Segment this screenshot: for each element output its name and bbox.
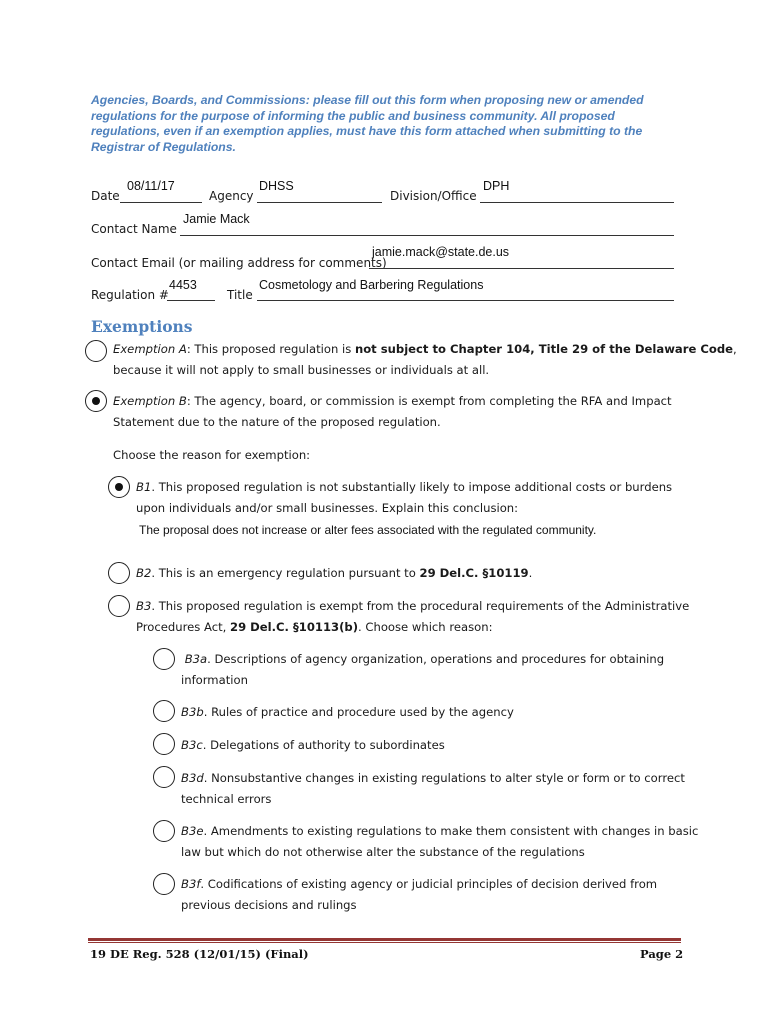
contact-name-field[interactable]: Jamie Mack	[183, 212, 250, 226]
b1-text: B1. This proposed regulation is not substantially likely to impose additional costs or burdens upon individuals and/or small businesses. Explain this conclusion:	[136, 480, 673, 515]
b3-bold: 29 Del.C. §10113(b)	[230, 619, 359, 634]
b3d-radio[interactable]	[153, 766, 175, 788]
footer-citation: 19 DE Reg. 528 (12/01/15) (Final)	[90, 947, 309, 961]
page-number: Page 2	[640, 947, 684, 961]
exemption-b-label: Exemption B	[113, 394, 187, 408]
b3-label: B3	[136, 599, 152, 613]
exemption-a-label: Exemption A	[113, 342, 187, 356]
regulation-label: Regulation #	[91, 288, 169, 302]
b2-radio[interactable]	[108, 562, 130, 584]
date-line	[120, 202, 202, 203]
contact-name-label: Contact Name	[91, 222, 177, 236]
b3a-label: B3a	[184, 652, 208, 666]
b3f-label: B3f	[181, 877, 201, 891]
exemption-b-radio[interactable]	[85, 390, 107, 412]
exemption-a-text: Exemption A: This proposed regulation is not subject to Chapter 104, Title 29 of the Delaware Code, because it will not apply to small businesses or individuals at all.	[113, 342, 737, 377]
b3b-radio[interactable]	[153, 700, 175, 722]
division-line	[480, 202, 674, 203]
date-field[interactable]: 08/11/17	[127, 179, 175, 193]
b3c-radio[interactable]	[153, 733, 175, 755]
division-field[interactable]: DPH	[483, 179, 510, 193]
b3e-radio[interactable]	[153, 820, 175, 842]
b3a-text: B3a. Descriptions of agency organization, operations and procedures for obtaining information	[181, 652, 665, 687]
regulation-line	[167, 300, 215, 301]
b1-radio[interactable]	[108, 476, 130, 498]
contact-email-line	[369, 268, 674, 269]
b2-label: B2	[136, 566, 152, 580]
regulation-field[interactable]: 4453	[169, 278, 197, 292]
b3f-radio[interactable]	[153, 873, 175, 895]
b2-bold: 29 Del.C. §10119	[419, 566, 529, 580]
b3a-radio[interactable]	[153, 648, 175, 670]
date-label: Date	[91, 189, 120, 203]
contact-email-field[interactable]: jamie.mack@state.de.us	[372, 245, 510, 259]
b3c-label: B3c	[181, 738, 203, 752]
b3e-label: B3e	[181, 824, 204, 838]
exemptions-heading: Exemptions	[91, 317, 193, 336]
title-line	[257, 300, 674, 301]
agency-field[interactable]: DHSS	[259, 179, 294, 193]
contact-email-label: Contact Email (or mailing address for comments)	[91, 256, 387, 270]
division-label: Division/Office	[390, 189, 477, 203]
b3-radio[interactable]	[108, 595, 130, 617]
b2-text: B2. This is an emergency regulation pursuant to 29 Del.C. §10119.	[136, 566, 533, 580]
exemption-a-radio[interactable]	[85, 340, 107, 362]
b3b-label: B3b	[181, 705, 204, 719]
b3b-text: B3b. Rules of practice and procedure used by the agency	[181, 705, 514, 719]
b3f-text: B3f. Codifications of existing agency or judicial principles of decision derived from previous decisions and rulings	[181, 877, 658, 912]
footer-rule-thin	[88, 942, 681, 943]
b3d-text: B3d. Nonsubstantive changes in existing regulations to alter style or form or to correct technical errors	[181, 771, 685, 806]
b3e-text: B3e. Amendments to existing regulations to make them consistent with changes in basic law but which do not otherwise alter the substance of the regulations	[181, 824, 699, 859]
contact-name-line	[180, 235, 674, 236]
b3-text: B3. This proposed regulation is exempt from the procedural requirements of the Administrative Procedures Act, 29 Del.C. §10113(b). Choose which reason:	[136, 599, 690, 634]
title-label: Title	[227, 288, 253, 302]
b3c-text: B3c. Delegations of authority to subordinates	[181, 738, 445, 752]
title-field[interactable]: Cosmetology and Barbering Regulations	[259, 278, 484, 292]
agency-label: Agency	[209, 189, 254, 203]
intro-instructions: Agencies, Boards, and Commissions: please fill out this form when proposing new or amended regulations for the purpose of informing the public and business community. All proposed regulations, even if an exemption applies, must have this form attached when submitting to the Registrar of Regulations.	[91, 93, 644, 154]
exemption-b-text: Exemption B: The agency, board, or commission is exempt from completing the RFA and Impact Statement due to the nature of the proposed regulation.	[113, 394, 672, 429]
b3d-label: B3d	[181, 771, 204, 785]
choose-reason-text: Choose the reason for exemption:	[113, 448, 311, 462]
footer-rule-thick	[88, 938, 681, 941]
b1-explanation-field[interactable]: The proposal does not increase or alter fees associated with the regulated community.	[139, 523, 597, 537]
b1-label: B1	[136, 480, 152, 494]
agency-line	[257, 202, 382, 203]
exemption-a-bold: not subject to Chapter 104, Title 29 of the Delaware Code	[354, 342, 733, 356]
